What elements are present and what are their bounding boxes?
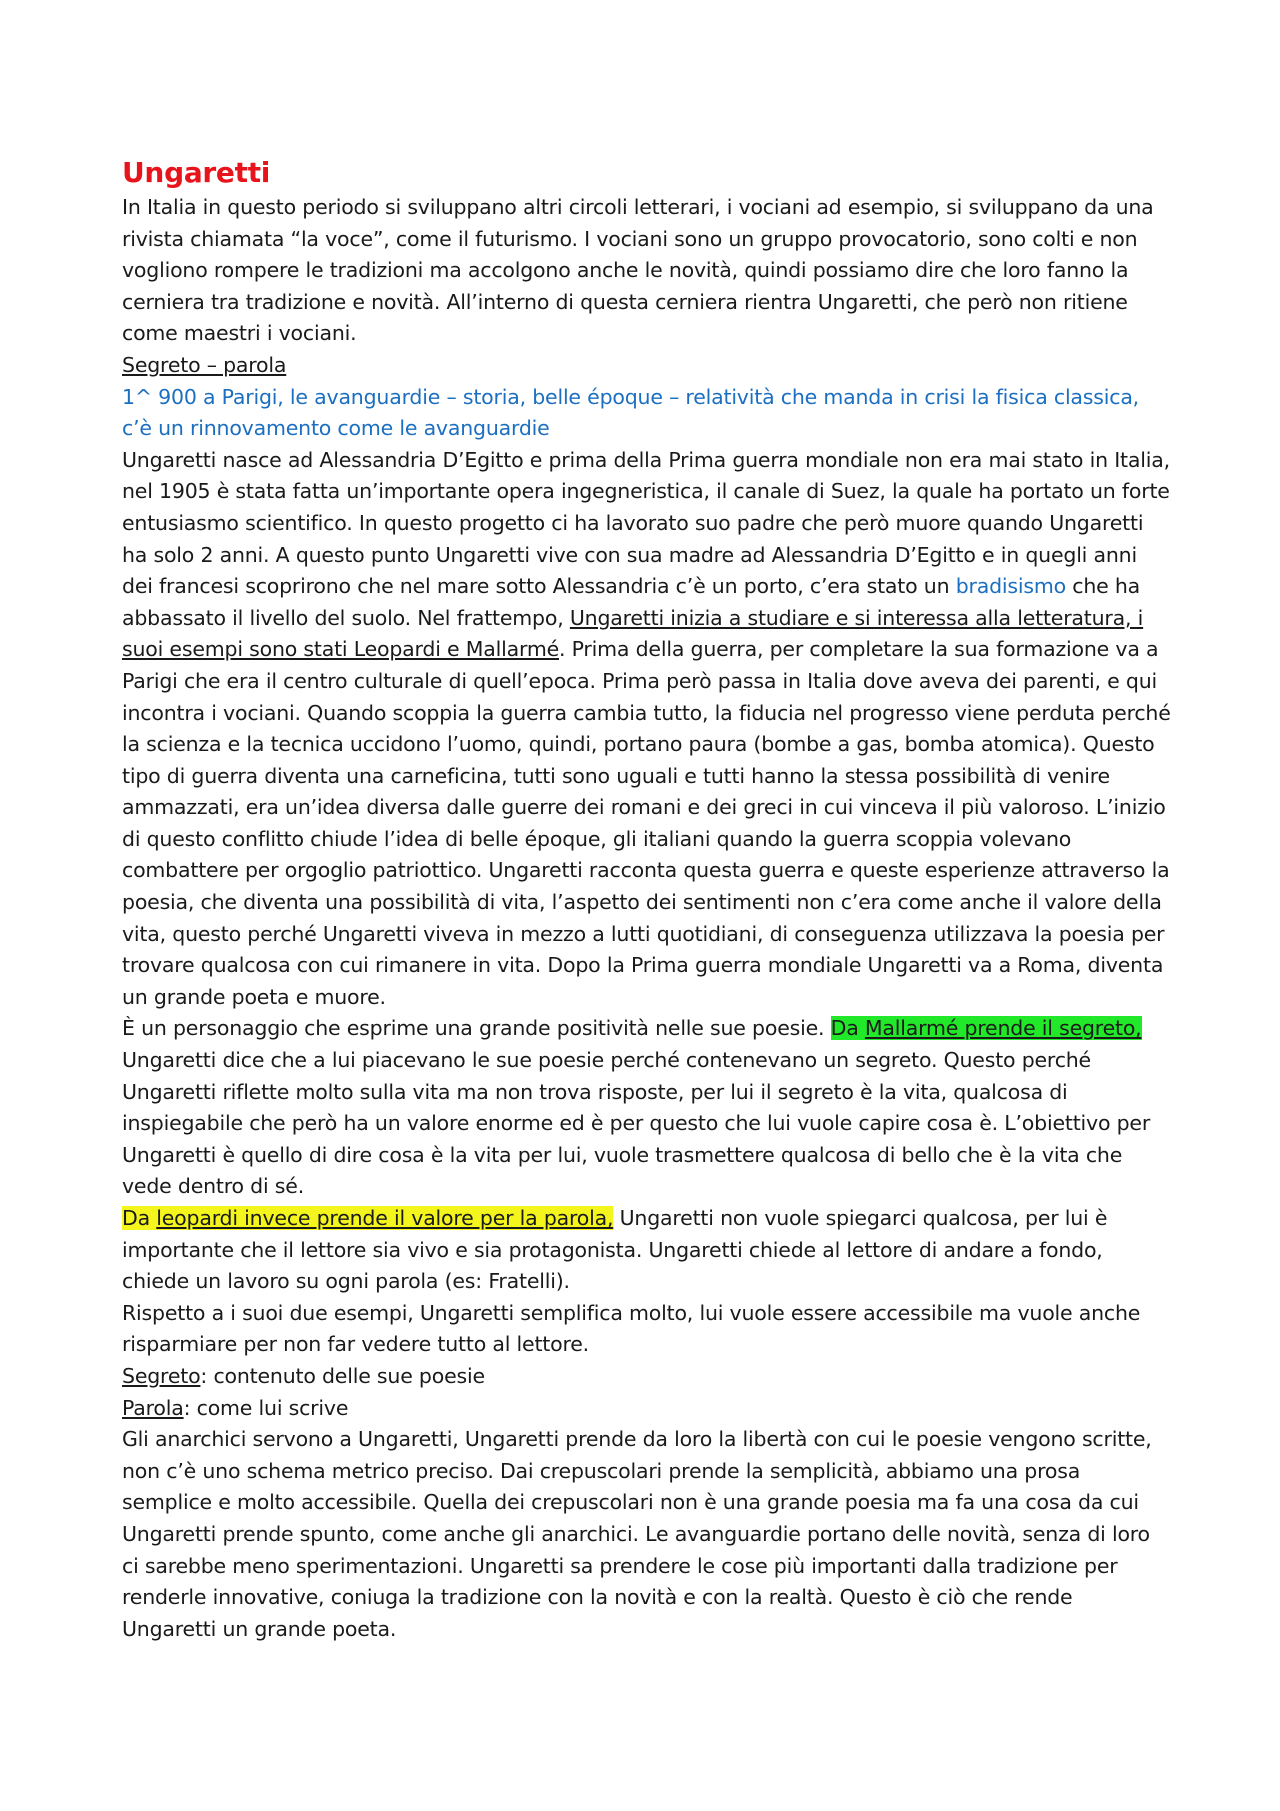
paragraph-conclusion: Gli anarchici servono a Ungaretti, Ungaretti prende da loro la libertà con cui le poesie vengono scritte, non c’è uno schema metrico preciso. Dai crepuscolari prende la semplicità, abbiamo una prosa semplice e molto accessibile. Quella dei crepuscolari non è una grande poesia ma fa una cosa da cui Ungaretti prende spunto, come anche gli anarchici. Le avanguardie portano delle novità, senza di loro ci sarebbe meno sperimentazioni. Ungaretti sa prendere le cose più importanti dalla tradizione per renderle innovative, coniuga la tradizione con la novità e con la realtà. Questo è ciò che rende Ungaretti un grande poeta. [122, 1427, 1152, 1641]
yellow-highlight [122, 1206, 613, 1230]
mallarme-text-a: È un personaggio che esprime una grande positività nelle sue poesie. [122, 1016, 831, 1041]
heading-segreto-parola [122, 350, 1172, 382]
leopardi-text-b: Ungaretti non vuole spiegarci qualcosa, per lui è importante che il lettore sia vivo e sia protagonista. Ungaretti chiede al lettore di andare a fondo, chiede un lavoro su ogni parola (es: Fratelli). [122, 1206, 1108, 1294]
paragraph-intro: In Italia in questo periodo si sviluppano altri circoli letterari, i vociani ad esempio, si sviluppano da una rivista chiamata “la voce”, come il futurismo. I vociani sono un gruppo provocatorio, sono colti e non vogliono rompere le tradizioni ma accolgono anche le novità, quindi possiamo dire che loro fanno la cerniera tra tradizione e novità. All’interno di questa cerniera rientra Ungaretti, che però non ritiene come maestri i vociani. [122, 195, 1154, 346]
bradisismo-term: bradisismo [955, 574, 1066, 599]
paragraph-semplifica: Rispetto a i suoi due esempi, Ungaretti semplifica molto, lui vuole essere accessibile ma vuole anche risparmiare per non far vedere tutto al lettore. [122, 1300, 1141, 1357]
yellow-highlight-underlined: leopardi invece prende il valore per la parola, [156, 1206, 614, 1230]
definition-parola-term: Parola [122, 1395, 184, 1420]
bio-underlined: Ungaretti inizia a studiare e si interessa alla letteratura, i suoi esempi sono stati Leopardi e Mallarmé [122, 605, 1144, 662]
green-highlight-da: Da [830, 1016, 865, 1041]
paragraph-mallarme [122, 1013, 1172, 1203]
definition-segreto [122, 1361, 1172, 1393]
document-page [122, 156, 1172, 1645]
mallarme-text-b: Ungaretti dice che a lui piacevano le sue poesie perché contenevano un segreto. Questo perché Ungaretti riflette molto sulla vita ma non trova risposte, per lui il segreto è la vita, qualcosa di inspiegabile che però ha un valore enorme ed è per questo che lui vuole capire cosa è. L’obiettivo per Ungaretti è quello di dire cosa è la vita per lui, vuole trasmettere qualcosa di bello che è la vita che vede dentro di sé. [122, 1048, 1151, 1199]
paragraph-leopardi [122, 1203, 1172, 1298]
document-title: Ungaretti [122, 156, 271, 189]
yellow-highlight-da: Da [122, 1206, 157, 1230]
definition-segreto-text: : contenuto delle sue poesie [200, 1363, 485, 1388]
definition-segreto-term: Segreto [122, 1363, 201, 1388]
bio-text-a: Ungaretti nasce ad Alessandria D’Egitto e prima della Prima guerra mondiale non era mai stato in Italia, nel 1905 è stata fatta un’importante opera ingegneristica, il canale di Suez, la quale ha portato un forte entusiasmo scientifico. In questo progetto ci ha lavorato suo padre che però muore quando Ungaretti ha solo 2 anni. A questo punto Ungaretti vive con sua madre ad Alessandria D’Egitto e in quegli anni dei francesi scoprirono che nel mare sotto Alessandria c’è un porto, c’era stato un [122, 447, 1170, 599]
paragraph-biography [122, 445, 1172, 1014]
green-highlight [831, 1016, 1142, 1040]
segreto-parola-label: Segreto – parola [122, 352, 287, 377]
definition-parola-text: : come lui scrive [183, 1395, 349, 1420]
green-highlight-underlined: Mallarmé prende il segreto, [864, 1016, 1142, 1041]
definition-parola [122, 1393, 1172, 1425]
bio-text-b: che ha abbassato il livello del suolo. Nel frattempo, [122, 574, 1141, 630]
bio-text-c: . Prima della guerra, per completare la sua formazione va a Parigi che era il centro culturale di quell’epoca. Prima però passa in Italia dove aveva dei parenti, e qui incontra i vociani. Quando scoppia la guerra cambia tutto, la fiducia nel progresso viene perduta perché la scienza e la tecnica uccidono l’uomo, quindi, portano paura (bombe a gas, bomba atomica). Questo tipo di guerra diventa una carneficina, tutti sono uguali e tutti hanno la stessa possibilità di venire ammazzati, era un’idea diversa dalle guerre dei romani e dei greci in cui vinceva il più valoroso. L’inizio di questo conflitto chiude l’idea di belle époque, gli italiani quando la guerra scoppia volevano combattere per orgoglio patriottico. Ungaretti racconta questa guerra e queste esperienze attraverso la poesia, che diventa una possibilità di vita, l’aspetto dei sentimenti non c’era come anche il valore della vita, questo perché Ungaretti viveva in mezzo a lutti quotidiani, di conseguenza utilizzava la poesia per trovare qualcosa con cui rimanere in vita. Dopo la Prima guerra mondiale Ungaretti va a Roma, diventa un grande poeta e muore. [122, 637, 1171, 1009]
blue-note: 1^ 900 a Parigi, le avanguardie – storia, belle époque – relatività che manda in crisi la fisica classica, c’è un rinnovamento come le avanguardie [122, 384, 1140, 441]
